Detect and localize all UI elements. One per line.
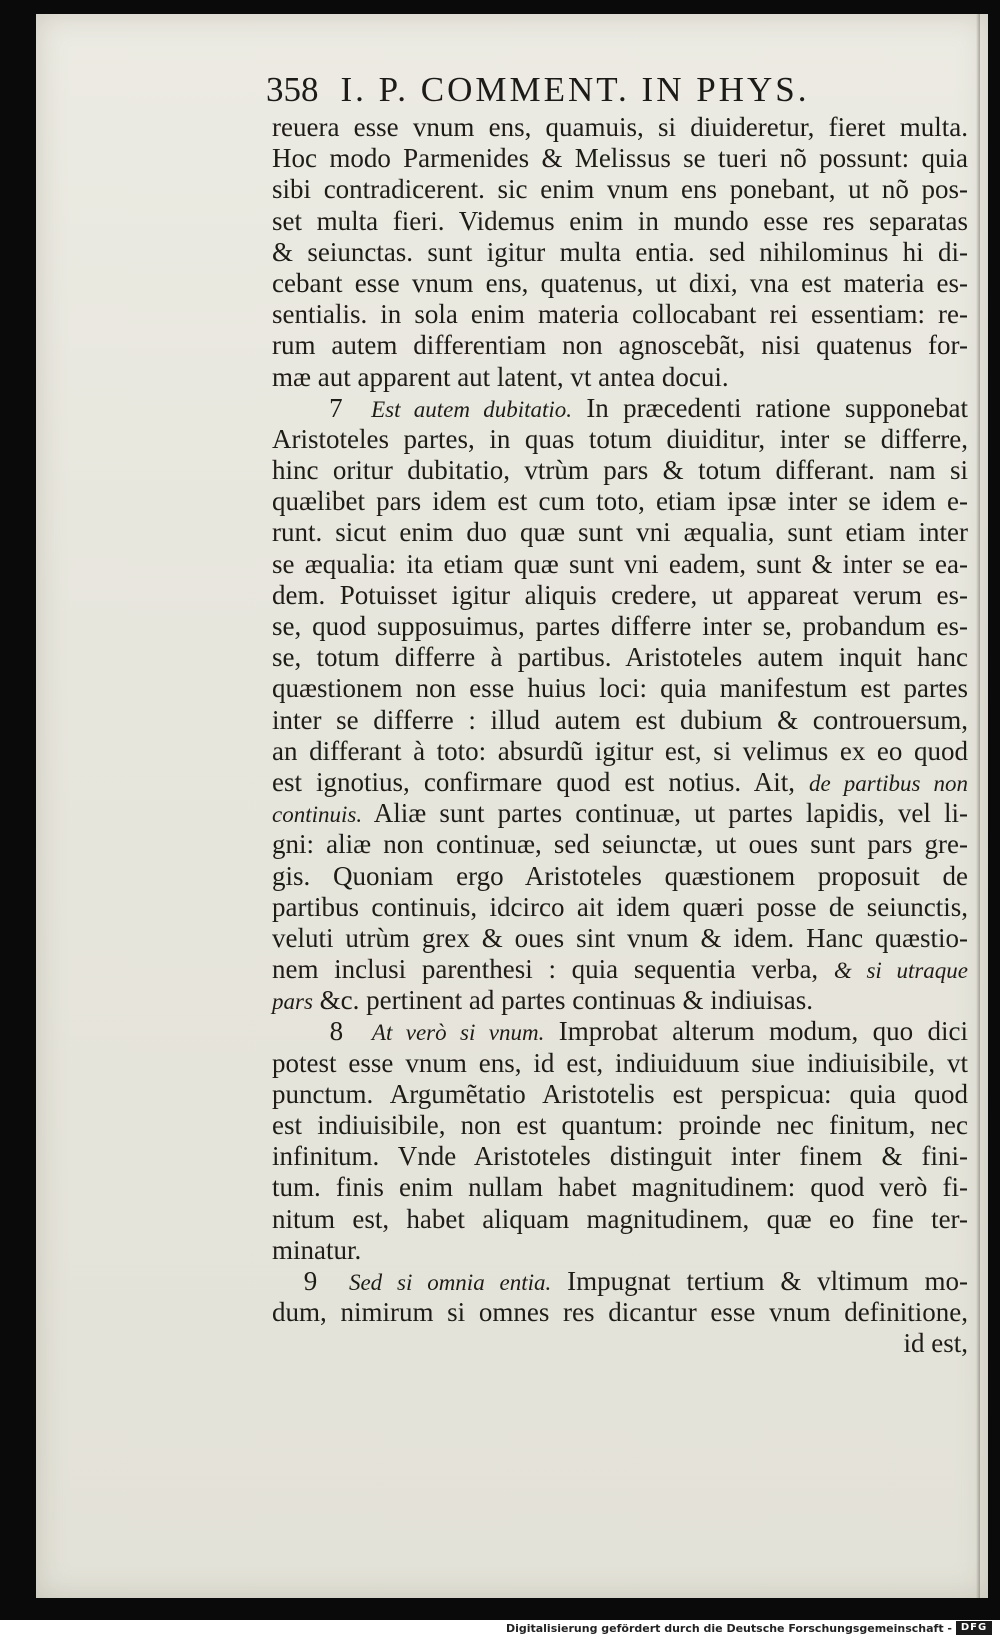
text-span: est ignotius, confirmare quod est notius. Ait, xyxy=(272,766,795,797)
paragraph-8-first-line xyxy=(272,1016,968,1047)
text-line: set multa fieri. Videmus enim in mundo esse res separatas xyxy=(272,205,968,236)
text-line xyxy=(272,767,968,798)
text-line: rum autem differentiam non agnoscebãt, nisi quatenus for- xyxy=(272,330,968,361)
text-line: nitum est, habet aliquam magnitudinem, quæ eo fine ter- xyxy=(272,1203,968,1234)
catchword: id est, xyxy=(903,1328,968,1359)
paragraph-number: 9 xyxy=(303,1265,318,1296)
text-span: Improbat alterum modum, quo dici xyxy=(558,1016,969,1047)
text-span: Impugnat tertium & vltimum mo- xyxy=(567,1265,969,1296)
text-line: minatur. xyxy=(272,1234,362,1265)
text-line: & seiunctas. sunt igitur multa entia. sed nihilominus hi di- xyxy=(272,236,968,267)
text-line: se, quod supposuimus, partes differre inter se, probandum es- xyxy=(272,611,968,641)
text-line: est indiuisibile, non est quantum: proinde nec finitum, nec xyxy=(272,1110,968,1140)
text-line: gis. Quoniam ergo Aristoteles quæstionem proposuit de xyxy=(272,860,968,891)
text-body xyxy=(272,112,968,1360)
lemma: continuis. xyxy=(272,802,363,828)
text-line: punctum. Argumẽtatio Aristotelis est perspicua: quia quod xyxy=(272,1078,968,1109)
text-line: hinc oritur dubitatio, vtrùm pars & totum differant. nam si xyxy=(272,455,968,486)
text-line: infinitum. Vnde Aristoteles distinguit inter finem & fini- xyxy=(272,1141,968,1172)
text-line: quælibet pars idem est cum toto, etiam ipsæ inter se idem e- xyxy=(272,486,968,517)
text-span: Aliæ sunt partes continuæ, ut partes lapidis, vel li- xyxy=(373,798,968,829)
lemma: Est autem dubitatio. xyxy=(371,396,573,422)
text-line: an differant à toto: absurdũ igitur est, si velimus ex eo quod xyxy=(272,735,968,766)
lemma: pars xyxy=(272,989,313,1015)
lemma: de partibus non xyxy=(809,770,968,796)
text-line: dum, nimirum si omnes res dicantur esse vnum definitione, xyxy=(272,1297,968,1328)
text-line: cebant esse vnum ens, quatenus, ut dixi, vna est materia es- xyxy=(272,267,968,298)
paragraph-number: 7 xyxy=(329,392,343,423)
lemma: At verò si vnum. xyxy=(371,1020,545,1046)
text-line: inter se differre : illud autem est dubium & controuersum, xyxy=(272,704,968,735)
text-span: &c. pertinent ad partes continuas & indiuisas. xyxy=(319,985,814,1016)
text-line: quæstionem non esse huius loci: quia manifestum est partes xyxy=(272,673,968,704)
paragraph-9-first-line xyxy=(272,1266,968,1297)
lemma: & si utraque xyxy=(833,958,969,984)
paragraph-7-first-line xyxy=(272,393,968,424)
funding-notice: Digitalisierung gefördert durch die Deutsche Forschungsgemeinschaft - xyxy=(505,1622,952,1635)
text-line: se æqualia: ita etiam quæ sunt vni eadem, sunt & inter se ea- xyxy=(272,548,968,579)
text-line: dem. Potuisset igitur aliquis credere, ut appareat verum es- xyxy=(272,579,968,610)
text-line: se, totum differre à partibus. Aristoteles autem inquit hanc xyxy=(272,642,968,673)
text-line: Aristoteles partes, in quas totum diuiditur, inter se differre, xyxy=(272,423,968,454)
text-line xyxy=(272,798,968,829)
footer-bar xyxy=(0,1620,1000,1638)
text-line: veluti utrùm grex & oues sint vnum & idem. Hanc quæstio- xyxy=(272,922,968,953)
text-line: potest esse vnum ens, id est, indiuiduum siue indiuisibile, vt xyxy=(272,1047,968,1078)
text-line: sentialis. in sola enim materia collocabant rei essentiam: re- xyxy=(272,299,968,330)
page-edge-shadow xyxy=(976,14,980,1598)
text-span: In præcedenti ratione supponebat xyxy=(586,392,968,423)
text-line: runt. sicut enim duo quæ sunt vni æqualia, sunt etiam inter xyxy=(272,517,968,548)
text-span: nem inclusi parenthesi : quia sequentia verba, xyxy=(272,954,819,985)
text-line: mæ aut apparent aut latent, vt antea docui. xyxy=(272,361,729,392)
text-line: tum. finis enim nullam habet magnitudinem: quod verò fi- xyxy=(272,1172,968,1203)
running-title: I. P. COMMENT. IN PHYS. xyxy=(340,70,810,109)
dfg-logo: DFG xyxy=(956,1621,992,1635)
lemma: Sed si omnia entia. xyxy=(348,1269,552,1295)
text-line: Hoc modo Parmenides & Melissus se tueri nõ possunt: quia xyxy=(272,143,968,174)
text-line: partibus continuis, idcirco ait idem quæri posse de seiunctis, xyxy=(272,891,968,922)
text-line: sibi contradicerent. sic enim vnum ens ponebant, ut nõ pos- xyxy=(272,174,968,205)
text-line: gni: aliæ non continuæ, sed seiunctæ, ut oues sunt pars gre- xyxy=(272,829,968,860)
text-line: reuera esse vnum ens, quamuis, si diuideretur, fieret multa. xyxy=(272,112,968,142)
paragraph-number: 8 xyxy=(329,1016,344,1047)
text-line xyxy=(272,985,968,1016)
page-number: 358 xyxy=(266,70,319,109)
text-line xyxy=(272,954,968,985)
